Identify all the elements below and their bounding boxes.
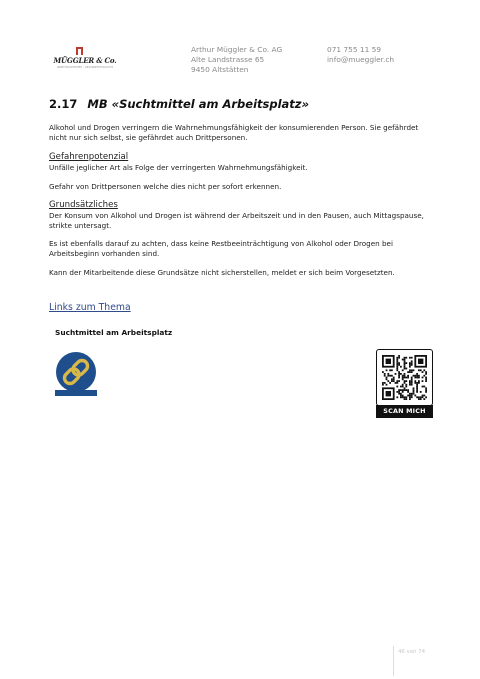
section-title: MB «Suchtmittel am Arbeitsplatz» — [87, 97, 309, 111]
company-contact — [327, 45, 394, 65]
gefahren-paragraph-2: Gefahr von Drittpersonen welche dies nicht per sofort erkennen. — [49, 182, 282, 191]
qr-code[interactable] — [376, 349, 433, 406]
company-address — [191, 45, 282, 75]
scan-label: SCAN MICH — [376, 405, 433, 418]
links-heading: Links zum Thema — [49, 302, 131, 313]
company-name: Arthur Müggler & Co. AG — [191, 45, 283, 54]
grund-paragraph-1: Der Konsum von Alkohol und Drogen ist während der Arbeitszeit und in den Pausen, auch Mittagspause, strikte untersagt. — [49, 211, 424, 230]
page-number: 46 von 74 — [398, 649, 426, 655]
company-email[interactable]: info@mueggler.ch — [327, 55, 395, 64]
grund-paragraph-2: Es ist ebenfalls darauf zu achten, dass keine Restbeeinträchtigung von Alkohol oder Drogen bei Arbeitsbeginn vorhanden sind. — [49, 239, 393, 258]
resource-title: Suchtmittel am Arbeitsplatz — [55, 328, 173, 337]
gefahren-paragraph-1: Unfälle jeglicher Art als Folge der verringerten Wahrnehmungsfähigkeit. — [49, 163, 308, 172]
gefahrenpotenzial-heading: Gefahrenpotenzial — [49, 152, 129, 162]
logo-text: MÜGGLER & Co. — [53, 56, 117, 65]
footer-divider — [393, 646, 394, 676]
page-title — [49, 97, 309, 111]
logo-tagline: ARBEITSSICHERHEIT · GESUNDHEITSSCHUTZ — [56, 66, 114, 69]
chain-link-icon[interactable] — [53, 351, 99, 397]
company-city: 9450 Altstätten — [191, 65, 249, 74]
section-number: 2.17 — [49, 97, 78, 111]
company-street: Alte Landstrasse 65 — [191, 55, 265, 64]
company-phone: 071 755 11 59 — [327, 45, 382, 54]
company-logo — [52, 47, 118, 75]
intro-paragraph: Alkohol und Drogen verringern die Wahrnehmungsfähigkeit der konsumierenden Person. Sie gefährdet nicht nur sich selbst, sie gefährdet auch Drittpersonen. — [49, 123, 419, 142]
grund-paragraph-3: Kann der Mitarbeitende diese Grundsätze nicht sicherstellen, meldet er sich beim Vorgesetzten. — [49, 268, 395, 277]
grundsaetzliches-heading: Grundsätzliches — [49, 200, 118, 210]
logo-mark-icon — [76, 47, 83, 55]
qr-code-icon — [382, 355, 427, 400]
